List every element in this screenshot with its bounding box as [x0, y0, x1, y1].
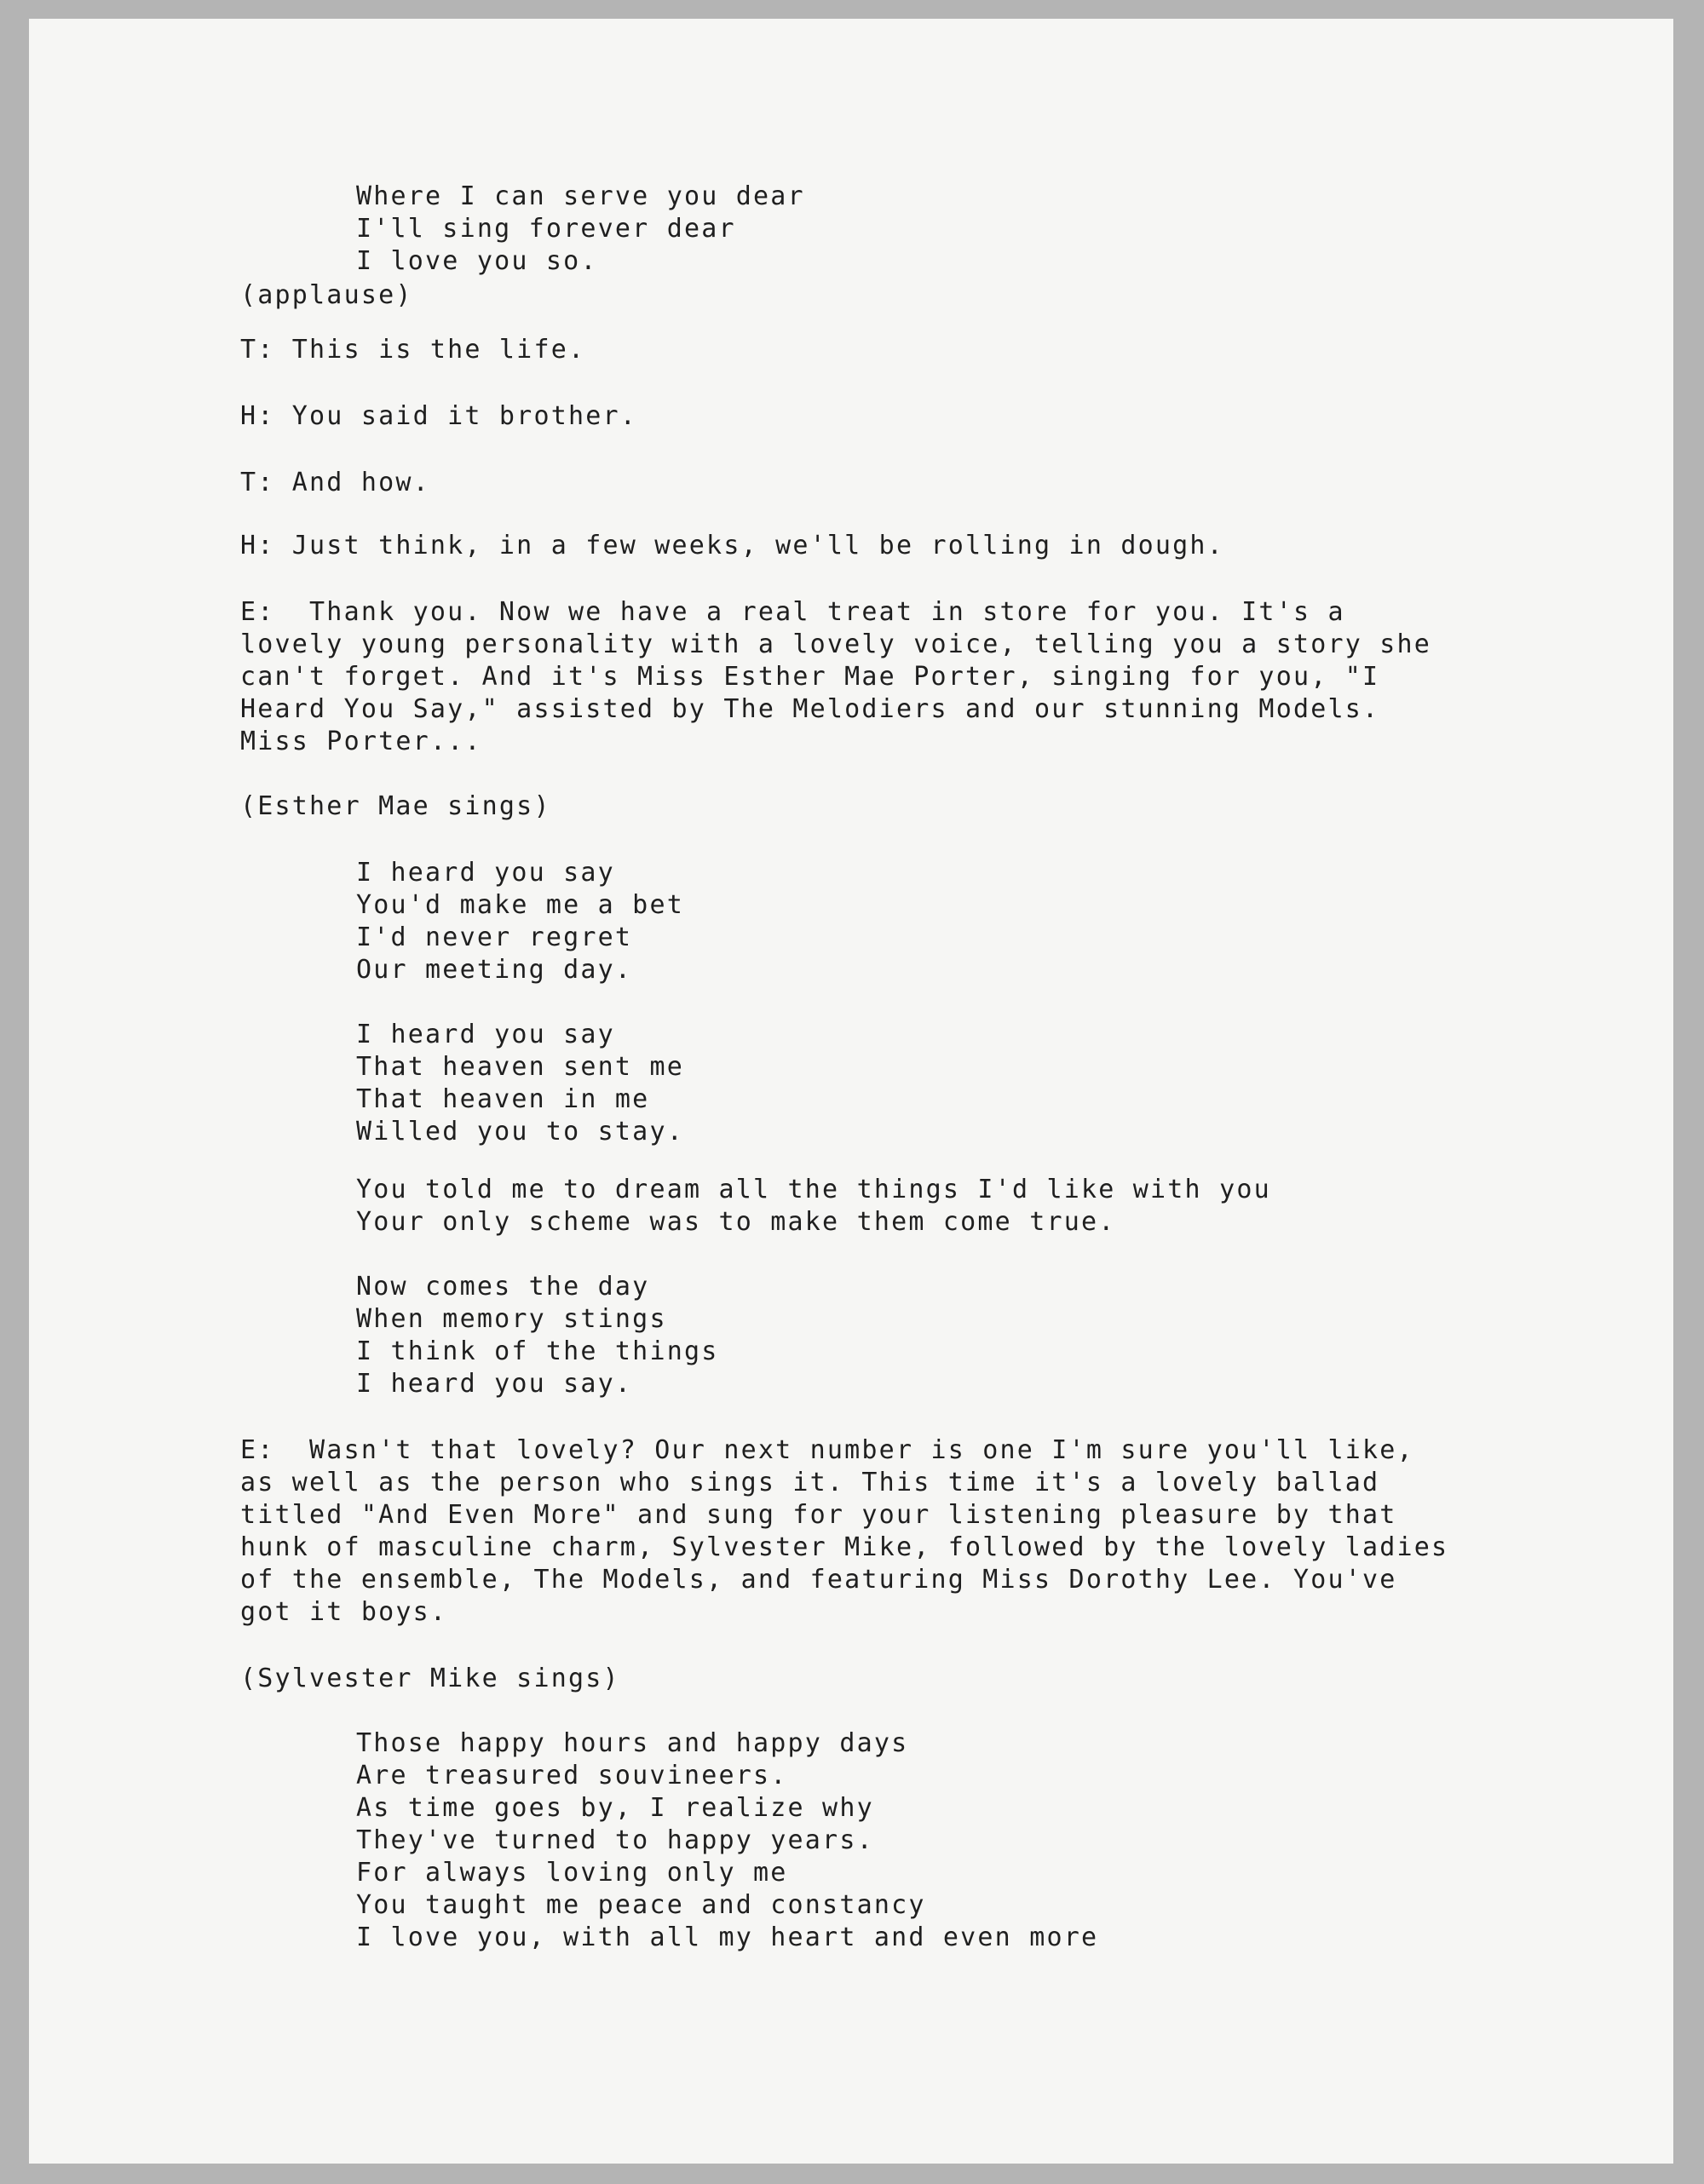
lyric-line: Now comes the day: [356, 1272, 650, 1302]
lyric-line: Where I can serve you dear: [356, 181, 805, 211]
dialogue-line: E: Wasn't that lovely? Our next number is one I'm sure you'll like,: [240, 1435, 1414, 1465]
lyric-line: Our meeting day.: [356, 955, 633, 985]
dialogue-line: can't forget. And it's Miss Esther Mae Porter, singing for you, "I: [240, 662, 1380, 692]
lyric-line: For always loving only me: [356, 1858, 788, 1888]
lyric-line: You taught me peace and constancy: [356, 1890, 926, 1920]
dialogue-line: H: Just think, in a few weeks, we'll be rolling in dough.: [240, 531, 1224, 560]
dialogue-line: titled "And Even More" and sung for your listening pleasure by that: [240, 1500, 1397, 1530]
dialogue-line: T: And how.: [240, 468, 430, 497]
stage-direction: (applause): [240, 280, 413, 310]
lyric-line: I heard you say.: [356, 1369, 633, 1399]
dialogue-line: Heard You Say," assisted by The Melodiers and our stunning Models.: [240, 694, 1380, 724]
stage-direction: (Sylvester Mike sings): [240, 1664, 620, 1693]
dialogue-line: lovely young personality with a lovely voice, telling you a story she: [240, 629, 1432, 659]
stage-direction: (Esther Mae sings): [240, 791, 551, 821]
dialogue-line: as well as the person who sings it. This time it's a lovely ballad: [240, 1468, 1380, 1497]
lyric-line: When memory stings: [356, 1304, 667, 1334]
lyric-line: I'll sing forever dear: [356, 214, 736, 244]
lyric-line: I'd never regret: [356, 922, 633, 952]
dialogue-line: H: You said it brother.: [240, 401, 638, 431]
lyric-line: Willed you to stay.: [356, 1117, 684, 1147]
dialogue-line: T: This is the life.: [240, 335, 586, 365]
dialogue-line: got it boys.: [240, 1597, 448, 1627]
lyric-line: I heard you say: [356, 858, 615, 888]
lyric-line: As time goes by, I realize why: [356, 1793, 874, 1823]
lyric-line: That heaven in me: [356, 1084, 650, 1114]
dialogue-line: hunk of masculine charm, Sylvester Mike, followed by the lovely ladies: [240, 1532, 1449, 1562]
dialogue-line: E: Thank you. Now we have a real treat in store for you. It's a: [240, 597, 1345, 627]
dialogue-line: of the ensemble, The Models, and featuring Miss Dorothy Lee. You've: [240, 1565, 1397, 1595]
lyric-line: Your only scheme was to make them come true.: [356, 1207, 1116, 1237]
lyric-line: You told me to dream all the things I'd like with you: [356, 1175, 1271, 1204]
lyric-line: I heard you say: [356, 1020, 615, 1049]
lyric-line: You'd make me a bet: [356, 890, 684, 920]
lyric-line: Are treasured souvineers.: [356, 1761, 788, 1790]
lyric-line: I love you so.: [356, 246, 598, 276]
dialogue-line: Miss Porter...: [240, 727, 482, 756]
lyric-line: I love you, with all my heart and even more: [356, 1922, 1099, 1952]
lyric-line: I think of the things: [356, 1336, 719, 1366]
lyric-line: They've turned to happy years.: [356, 1825, 874, 1855]
lyric-line: That heaven sent me: [356, 1052, 684, 1082]
document-page: [29, 19, 1673, 2164]
lyric-line: Those happy hours and happy days: [356, 1728, 909, 1758]
